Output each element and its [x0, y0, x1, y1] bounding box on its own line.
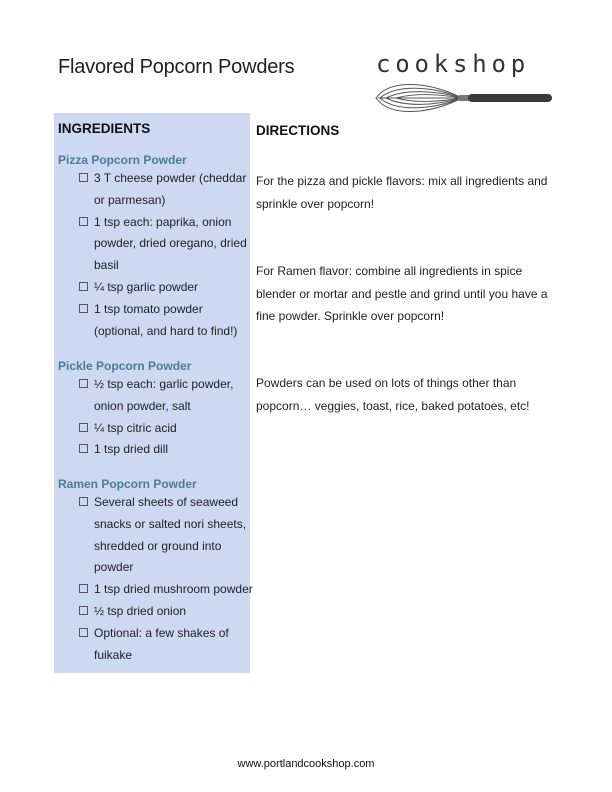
- checkbox-icon[interactable]: [79, 304, 88, 313]
- checkbox-icon[interactable]: [79, 444, 88, 453]
- direction-paragraph: For the pizza and pickle flavors: mix all ingredients and sprinkle over popcorn!: [256, 174, 548, 211]
- list-item: ¼ tsp citric acid: [58, 418, 254, 440]
- checkbox-icon[interactable]: [79, 217, 88, 226]
- cookshop-logo: [370, 50, 560, 120]
- section-title: Ramen Popcorn Powder: [58, 477, 197, 491]
- pizza-section: [58, 152, 254, 342]
- list-item: ¼ tsp garlic powder: [58, 277, 254, 299]
- page-title: Flavored Popcorn Powders: [58, 56, 295, 78]
- list-item: Optional: a few shakes of fuikake: [58, 623, 254, 667]
- list-item: ½ tsp dried onion: [58, 601, 254, 623]
- list-item: 1 tsp dried dill: [58, 439, 254, 461]
- ingredients-panel: [54, 113, 253, 673]
- checkbox-icon[interactable]: [79, 379, 88, 388]
- checkbox-icon[interactable]: [79, 173, 88, 182]
- footer-url[interactable]: www.portlandcookshop.com: [237, 758, 375, 770]
- checkbox-icon[interactable]: [79, 282, 88, 291]
- list-item: 1 tsp tomato powder (optional, and hard to find!): [58, 299, 254, 343]
- ramen-section: [58, 476, 254, 666]
- logo-wordmark: cookshop: [376, 50, 530, 78]
- whisk-icon: [370, 80, 555, 116]
- list-item: Several sheets of seaweed snacks or salted nori sheets, shredded or ground into powder: [58, 492, 254, 579]
- list-item: 3 T cheese powder (cheddar or parmesan): [58, 168, 254, 212]
- checkbox-icon[interactable]: [79, 606, 88, 615]
- checkbox-icon[interactable]: [79, 584, 88, 593]
- direction-paragraph: For Ramen flavor: combine all ingredients in spice blender or mortar and pestle and grind until you have a fine powder. Sprinkle over popcorn!: [256, 264, 548, 323]
- pickle-section: [58, 358, 254, 461]
- direction-paragraph: Powders can be used on lots of things other than popcorn… veggies, toast, rice, baked potatoes, etc!: [256, 376, 530, 413]
- list-item: 1 tsp each: paprika, onion powder, dried oregano, dried basil: [58, 212, 254, 277]
- section-title: Pizza Popcorn Powder: [58, 153, 187, 167]
- list-item: 1 tsp dried mushroom powder: [58, 579, 254, 601]
- checkbox-icon[interactable]: [79, 628, 88, 637]
- directions-heading: DIRECTIONS: [256, 123, 340, 138]
- list-item: ½ tsp each: garlic powder, onion powder, salt: [58, 374, 254, 418]
- checkbox-icon[interactable]: [79, 423, 88, 432]
- checkbox-icon[interactable]: [79, 497, 88, 506]
- section-title: Pickle Popcorn Powder: [58, 359, 192, 373]
- ingredients-heading: INGREDIENTS: [58, 121, 151, 136]
